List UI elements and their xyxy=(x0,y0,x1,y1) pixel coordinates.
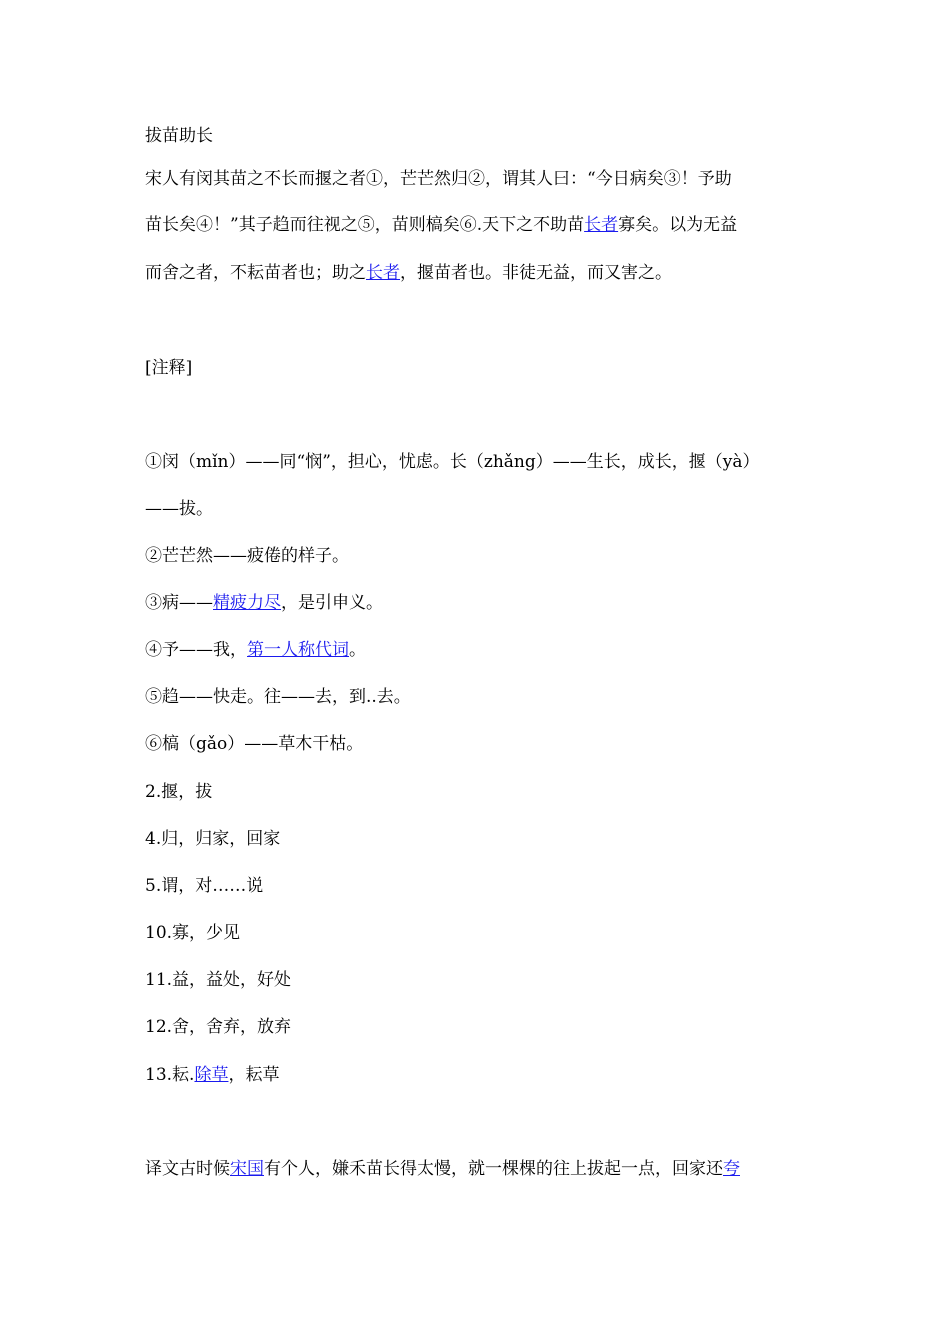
link-songguo[interactable]: 宋国 xyxy=(230,1159,264,1179)
note-1: ①闵（mǐn）——同“悯”，担心，忧虑。长（zhǎng）——生长，成长，揠（yà） xyxy=(145,452,760,472)
story-line-3-text-b: ，揠苗者也。非徒无益，而又害之。 xyxy=(400,263,672,283)
story-line-2-text-b: 寡矣。以为无益 xyxy=(618,215,738,235)
note-3-text-b: ，是引申义。 xyxy=(281,593,383,613)
note-1-continued: ——拔。 xyxy=(145,499,213,519)
vocab-5: 5.谓，对……说 xyxy=(145,876,264,896)
vocab-12: 12.舍，舍弃，放弃 xyxy=(145,1017,292,1037)
vocab-13-text-b: ，耘草 xyxy=(228,1065,280,1085)
translation-text-b: 有个人，嫌禾苗长得太慢，就一棵棵的往上拔起一点，回家还 xyxy=(264,1159,723,1179)
translation-text-a: 译文古时候 xyxy=(145,1159,230,1179)
note-4-text-b: 。 xyxy=(349,640,366,660)
note-4 xyxy=(145,638,366,662)
notes-heading: [注释] xyxy=(145,358,193,378)
link-chucao[interactable]: 除草 xyxy=(194,1065,229,1085)
note-4-text-a: ④予——我， xyxy=(145,640,247,660)
vocab-2: 2.揠，拔 xyxy=(145,782,213,802)
note-3 xyxy=(145,591,383,615)
note-3-text-a: ③病—— xyxy=(145,593,213,613)
translation-line xyxy=(145,1157,740,1181)
note-2: ②芒芒然——疲倦的样子。 xyxy=(145,546,349,566)
link-first-person-pronoun[interactable]: 第一人称代词 xyxy=(247,640,349,660)
story-line-1: 宋人有闵其苗之不长而揠之者①，芒芒然归②，谓其人曰：“今日病矣③！予助 xyxy=(145,169,732,189)
story-line-2 xyxy=(145,213,737,237)
link-zhangzhe-1[interactable]: 长者 xyxy=(584,215,619,235)
vocab-13 xyxy=(145,1063,279,1087)
vocab-11: 11.益，益处，好处 xyxy=(145,970,292,990)
vocab-4: 4.归，归家，回家 xyxy=(145,829,281,849)
link-kua[interactable]: 夸 xyxy=(723,1159,740,1179)
story-line-2-text-a: 苗长矣④！”其子趋而往视之⑤，苗则槁矣⑥.天下之不助苗 xyxy=(145,215,585,235)
story-line-3-text-a: 而舍之者，不耘苗者也；助之 xyxy=(145,263,366,283)
note-6: ⑥槁（gǎo）——草木干枯。 xyxy=(145,734,364,754)
note-5: ⑤趋——快走。往——去，到..去。 xyxy=(145,687,411,707)
vocab-10: 10.寡，少见 xyxy=(145,923,241,943)
story-line-3 xyxy=(145,261,672,285)
link-jingpililijin[interactable]: 精疲力尽 xyxy=(213,593,281,613)
document-title: 拔苗助长 xyxy=(145,126,213,146)
vocab-13-text-a: 13.耘. xyxy=(145,1065,195,1085)
link-zhangzhe-2[interactable]: 长者 xyxy=(366,263,400,283)
